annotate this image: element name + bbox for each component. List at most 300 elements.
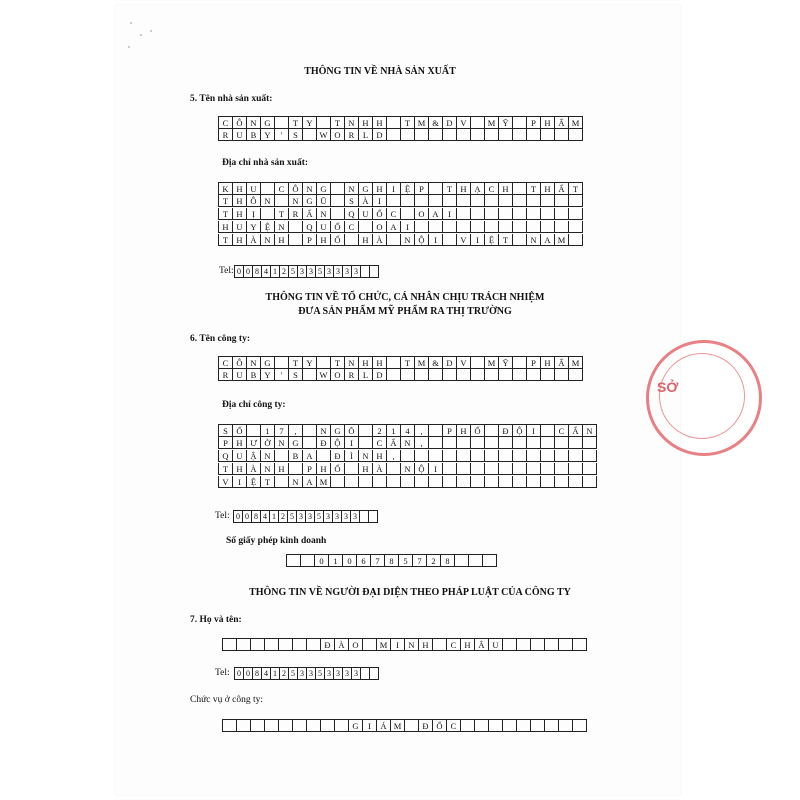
letter-cell: U xyxy=(233,221,247,233)
letter-cell: H xyxy=(373,183,387,195)
letter-cell: D xyxy=(443,357,457,369)
letter-cell xyxy=(513,195,527,207)
letter-cell xyxy=(293,639,307,651)
letter-cell: ' xyxy=(275,129,289,141)
letter-cell xyxy=(415,476,429,488)
letter-cell xyxy=(429,221,443,233)
company-name-line1 xyxy=(218,356,583,369)
letter-cell: H xyxy=(359,463,373,475)
letter-cell xyxy=(541,369,555,381)
letter-cell: H xyxy=(359,117,373,129)
letter-cell: H xyxy=(359,357,373,369)
letter-cell: Ố xyxy=(331,463,345,475)
letter-cell xyxy=(541,208,555,220)
letter-cell xyxy=(513,129,527,141)
letter-cell: Ô xyxy=(233,117,247,129)
letter-cell: 7 xyxy=(275,425,289,437)
letter-cell xyxy=(387,117,401,129)
letter-cell xyxy=(275,450,289,462)
letter-cell xyxy=(457,369,471,381)
letter-cell: N xyxy=(345,357,359,369)
letter-cell: T xyxy=(499,234,513,246)
letter-cell: B xyxy=(247,129,261,141)
letter-cell: 4 xyxy=(262,668,271,680)
letter-cell xyxy=(401,450,415,462)
letter-cell: 3 xyxy=(297,511,306,523)
letter-cell xyxy=(471,195,485,207)
letter-cell xyxy=(555,129,569,141)
letter-cell xyxy=(223,639,237,651)
letter-cell: H xyxy=(233,183,247,195)
letter-cell: U xyxy=(233,450,247,462)
letter-cell xyxy=(265,639,279,651)
letter-cell xyxy=(387,369,401,381)
letter-cell xyxy=(527,369,541,381)
letter-cell: ' xyxy=(275,369,289,381)
letter-cell xyxy=(517,639,531,651)
letter-cell xyxy=(387,195,401,207)
letter-cell xyxy=(569,221,583,233)
letter-cell xyxy=(443,234,457,246)
manufacturer-address-line1 xyxy=(218,182,583,195)
letter-cell xyxy=(387,476,401,488)
letter-cell xyxy=(443,195,457,207)
letter-cell xyxy=(360,511,369,523)
letter-cell xyxy=(573,720,587,732)
letter-cell: 1 xyxy=(387,425,401,437)
letter-cell: Ộ xyxy=(331,437,345,449)
letter-cell xyxy=(471,463,485,475)
letter-cell xyxy=(531,639,545,651)
letter-cell xyxy=(527,221,541,233)
letter-cell: S xyxy=(289,129,303,141)
letter-cell: N xyxy=(401,437,415,449)
letter-cell: B xyxy=(247,369,261,381)
letter-cell xyxy=(513,357,527,369)
letter-cell: Ấ xyxy=(555,183,569,195)
letter-cell: B xyxy=(289,450,303,462)
letter-cell: Đ xyxy=(331,450,345,462)
letter-cell: O xyxy=(415,208,429,220)
letter-cell: Ệ xyxy=(485,234,499,246)
letter-cell: I xyxy=(429,463,443,475)
letter-cell: Ì xyxy=(345,450,359,462)
letter-cell xyxy=(443,437,457,449)
letter-cell xyxy=(247,425,261,437)
letter-cell xyxy=(569,437,583,449)
letter-cell: M xyxy=(391,720,405,732)
letter-cell: P xyxy=(303,463,317,475)
letter-cell: M xyxy=(569,357,583,369)
letter-cell xyxy=(541,195,555,207)
letter-cell: C xyxy=(275,183,289,195)
letter-cell: H xyxy=(233,463,247,475)
letter-cell: Ậ xyxy=(247,450,261,462)
letter-cell: 0 xyxy=(235,266,244,278)
letter-cell: Ố xyxy=(373,208,387,220)
letter-cell: Đ xyxy=(321,639,335,651)
letter-cell: Ô xyxy=(233,357,247,369)
letter-cell xyxy=(301,555,315,567)
heading-responsible-line2: ĐƯA SẢN PHẨM MỸ PHẨM RA THỊ TRƯỜNG xyxy=(298,306,512,317)
letter-cell xyxy=(443,129,457,141)
letter-cell xyxy=(541,437,555,449)
letter-cell: V xyxy=(457,357,471,369)
letter-cell: N xyxy=(401,234,415,246)
letter-cell: G xyxy=(331,425,345,437)
letter-cell xyxy=(531,720,545,732)
letter-cell xyxy=(289,221,303,233)
letter-cell: L xyxy=(359,369,373,381)
letter-cell: Y xyxy=(261,369,275,381)
letter-cell: N xyxy=(345,183,359,195)
letter-cell: P xyxy=(303,234,317,246)
letter-cell: O xyxy=(349,639,363,651)
letter-cell xyxy=(331,208,345,220)
letter-cell: H xyxy=(233,234,247,246)
letter-cell xyxy=(415,221,429,233)
letter-cell: 2 xyxy=(427,555,441,567)
letter-cell xyxy=(499,476,513,488)
stamp-text: SỞ xyxy=(657,379,679,395)
letter-cell: Ố xyxy=(433,720,447,732)
letter-cell: T xyxy=(527,183,541,195)
letter-cell: K xyxy=(219,183,233,195)
letter-cell: Q xyxy=(345,208,359,220)
letter-cell xyxy=(429,129,443,141)
letter-cell: À xyxy=(373,234,387,246)
letter-cell: N xyxy=(275,221,289,233)
letter-cell xyxy=(569,450,583,462)
letter-cell: C xyxy=(219,117,233,129)
letter-cell: 4 xyxy=(401,425,415,437)
letter-cell: S xyxy=(289,369,303,381)
letter-cell: G xyxy=(261,357,275,369)
letter-cell xyxy=(275,357,289,369)
letter-cell xyxy=(293,720,307,732)
letter-cell xyxy=(359,476,373,488)
letter-cell: 3 xyxy=(298,668,307,680)
letter-cell: C xyxy=(345,221,359,233)
stamp-inner-ring xyxy=(659,353,745,439)
position-field xyxy=(222,719,587,732)
letter-cell: I xyxy=(387,183,401,195)
letter-cell xyxy=(475,720,489,732)
letter-cell xyxy=(569,234,583,246)
letter-cell xyxy=(415,129,429,141)
letter-cell xyxy=(433,639,447,651)
letter-cell: O xyxy=(331,129,345,141)
letter-cell: M xyxy=(377,639,391,651)
letter-cell xyxy=(359,221,373,233)
company-address-line4 xyxy=(218,463,597,475)
letter-cell xyxy=(387,463,401,475)
letter-cell: A xyxy=(303,450,317,462)
letter-cell xyxy=(457,195,471,207)
letter-cell xyxy=(401,129,415,141)
letter-cell: Ư xyxy=(247,437,261,449)
letter-cell: 6 xyxy=(357,555,371,567)
letter-cell: Â xyxy=(475,639,489,651)
letter-cell: H xyxy=(359,234,373,246)
letter-cell xyxy=(387,357,401,369)
letter-cell: A xyxy=(303,476,317,488)
letter-cell xyxy=(471,450,485,462)
letter-cell: R xyxy=(345,369,359,381)
letter-cell xyxy=(317,357,331,369)
letter-cell: C xyxy=(447,639,461,651)
letter-cell xyxy=(261,208,275,220)
letter-cell xyxy=(461,720,475,732)
letter-cell: L xyxy=(359,129,373,141)
letter-cell xyxy=(429,183,443,195)
letter-cell: 5 xyxy=(289,266,298,278)
letter-cell xyxy=(279,720,293,732)
letter-cell: N xyxy=(317,208,331,220)
letter-cell xyxy=(485,450,499,462)
letter-cell: G xyxy=(303,195,317,207)
letter-cell: Ị xyxy=(247,208,261,220)
letter-cell: G xyxy=(349,720,363,732)
letter-cell xyxy=(555,476,569,488)
heading-responsible-line1: THÔNG TIN VỀ TỔ CHỨC, CÁ NHÂN CHỊU TRÁCH NHIỆM xyxy=(265,292,545,303)
letter-cell: 3 xyxy=(342,511,351,523)
letter-cell xyxy=(457,476,471,488)
letter-cell: G xyxy=(359,183,373,195)
letter-cell: H xyxy=(317,463,331,475)
letter-cell: R xyxy=(345,129,359,141)
letter-cell xyxy=(513,208,527,220)
letter-cell xyxy=(499,129,513,141)
letter-cell xyxy=(373,476,387,488)
letter-cell: U xyxy=(233,129,247,141)
letter-cell: 1 xyxy=(329,555,343,567)
letter-cell: Ệ xyxy=(261,221,275,233)
letter-cell: Ấ xyxy=(303,208,317,220)
letter-cell xyxy=(499,463,513,475)
letter-cell: 3 xyxy=(325,266,334,278)
scan-speck xyxy=(128,46,130,48)
letter-cell xyxy=(261,183,275,195)
business-license-field xyxy=(286,554,497,567)
letter-cell: T xyxy=(443,183,457,195)
letter-cell xyxy=(303,425,317,437)
manufacturer-address-line2 xyxy=(218,195,583,207)
letter-cell xyxy=(513,221,527,233)
letter-cell: Ũ xyxy=(317,195,331,207)
letter-cell xyxy=(457,129,471,141)
letter-cell: I xyxy=(429,234,443,246)
letter-cell: Ệ xyxy=(247,476,261,488)
letter-cell xyxy=(513,463,527,475)
letter-cell: 0 xyxy=(244,266,253,278)
letter-cell xyxy=(443,369,457,381)
letter-cell: M xyxy=(555,234,569,246)
letter-cell: 3 xyxy=(352,668,361,680)
letter-cell xyxy=(289,234,303,246)
company-tel-field xyxy=(233,510,378,523)
letter-cell: H xyxy=(219,221,233,233)
letter-cell: O xyxy=(331,369,345,381)
manufacturer-name-line1 xyxy=(218,116,583,129)
letter-cell xyxy=(275,195,289,207)
letter-cell xyxy=(429,437,443,449)
letter-cell xyxy=(345,234,359,246)
letter-cell: A xyxy=(429,208,443,220)
heading-manufacturer: THÔNG TIN VỀ NHÀ SẢN XUẤT xyxy=(304,66,456,77)
letter-cell: C xyxy=(555,425,569,437)
letter-cell: 3 xyxy=(334,266,343,278)
letter-cell: T xyxy=(219,234,233,246)
letter-cell xyxy=(527,208,541,220)
letter-cell: I xyxy=(401,221,415,233)
letter-cell: G xyxy=(289,437,303,449)
letter-cell: N xyxy=(247,117,261,129)
letter-cell: I xyxy=(233,476,247,488)
letter-cell xyxy=(275,476,289,488)
letter-cell xyxy=(469,555,483,567)
letter-cell xyxy=(583,463,597,475)
letter-cell: Ấ xyxy=(387,437,401,449)
letter-cell: & xyxy=(429,357,443,369)
letter-cell: H xyxy=(317,234,331,246)
letter-cell: 3 xyxy=(351,511,360,523)
letter-cell xyxy=(513,234,527,246)
letter-cell xyxy=(361,668,370,680)
letter-cell xyxy=(359,425,373,437)
letter-cell: I xyxy=(391,639,405,651)
letter-cell xyxy=(569,195,583,207)
rep-name-field xyxy=(222,638,587,651)
letter-cell xyxy=(499,437,513,449)
letter-cell: T xyxy=(219,208,233,220)
letter-cell xyxy=(443,463,457,475)
letter-cell: 0 xyxy=(244,668,253,680)
letter-cell: 1 xyxy=(271,266,280,278)
letter-cell xyxy=(471,221,485,233)
letter-cell xyxy=(527,450,541,462)
letter-cell xyxy=(499,221,513,233)
letter-cell: Đ xyxy=(317,437,331,449)
business-license-label: Số giấy phép kinh doanh xyxy=(226,536,327,546)
letter-cell: Á xyxy=(377,720,391,732)
rep-tel-field xyxy=(234,667,379,680)
letter-cell: H xyxy=(499,183,513,195)
letter-cell: H xyxy=(541,357,555,369)
letter-cell xyxy=(289,463,303,475)
letter-cell xyxy=(429,450,443,462)
letter-cell xyxy=(503,720,517,732)
letter-cell: 0 xyxy=(343,555,357,567)
letter-cell: N xyxy=(289,195,303,207)
letter-cell xyxy=(415,369,429,381)
letter-cell xyxy=(401,208,415,220)
letter-cell xyxy=(483,555,497,567)
letter-cell: 5 xyxy=(399,555,413,567)
letter-cell: U xyxy=(317,221,331,233)
letter-cell: 3 xyxy=(307,668,316,680)
letter-cell: Ệ xyxy=(401,183,415,195)
letter-cell xyxy=(471,357,485,369)
letter-cell: 3 xyxy=(343,668,352,680)
letter-cell xyxy=(369,511,378,523)
letter-cell: P xyxy=(527,357,541,369)
letter-cell xyxy=(279,639,293,651)
letter-cell: Y xyxy=(261,129,275,141)
letter-cell xyxy=(237,639,251,651)
letter-cell: 8 xyxy=(253,266,262,278)
letter-cell: T xyxy=(289,357,303,369)
letter-cell: 4 xyxy=(261,511,270,523)
letter-cell xyxy=(485,208,499,220)
letter-cell: M xyxy=(485,117,499,129)
letter-cell xyxy=(415,195,429,207)
letter-cell: N xyxy=(261,234,275,246)
letter-cell xyxy=(489,720,503,732)
letter-cell xyxy=(555,437,569,449)
company-address-line2 xyxy=(218,437,597,449)
letter-cell: P xyxy=(527,117,541,129)
letter-cell: H xyxy=(419,639,433,651)
letter-cell: H xyxy=(233,208,247,220)
letter-cell xyxy=(541,221,555,233)
letter-cell: U xyxy=(247,183,261,195)
letter-cell: N xyxy=(401,463,415,475)
letter-cell xyxy=(485,463,499,475)
letter-cell: T xyxy=(275,208,289,220)
letter-cell: 5 xyxy=(316,668,325,680)
letter-cell xyxy=(569,369,583,381)
manufacturer-name-line2 xyxy=(218,129,583,141)
letter-cell: M xyxy=(569,117,583,129)
letter-cell: 3 xyxy=(333,511,342,523)
letter-cell xyxy=(583,476,597,488)
letter-cell xyxy=(545,720,559,732)
letter-cell xyxy=(429,195,443,207)
letter-cell: Y xyxy=(247,221,261,233)
letter-cell xyxy=(370,668,379,680)
letter-cell: N xyxy=(261,463,275,475)
letter-cell: N xyxy=(317,425,331,437)
letter-cell: N xyxy=(247,357,261,369)
letter-cell xyxy=(321,720,335,732)
letter-cell: 8 xyxy=(441,555,455,567)
scan-speck xyxy=(140,34,142,36)
letter-cell xyxy=(387,234,401,246)
letter-cell xyxy=(513,450,527,462)
letter-cell xyxy=(513,437,527,449)
scan-speck xyxy=(130,22,132,24)
letter-cell xyxy=(303,369,317,381)
letter-cell xyxy=(361,266,370,278)
letter-cell: P xyxy=(415,183,429,195)
letter-cell: 3 xyxy=(325,668,334,680)
letter-cell: P xyxy=(219,437,233,449)
letter-cell xyxy=(457,450,471,462)
letter-cell xyxy=(583,450,597,462)
letter-cell: À xyxy=(335,639,349,651)
letter-cell: H xyxy=(233,195,247,207)
letter-cell: V xyxy=(457,234,471,246)
letter-cell: Q xyxy=(219,450,233,462)
letter-cell: T xyxy=(289,117,303,129)
letter-cell xyxy=(401,476,415,488)
letter-cell: N xyxy=(303,183,317,195)
letter-cell: 0 xyxy=(234,511,243,523)
letter-cell xyxy=(471,369,485,381)
letter-cell: , xyxy=(415,437,429,449)
letter-cell xyxy=(359,437,373,449)
